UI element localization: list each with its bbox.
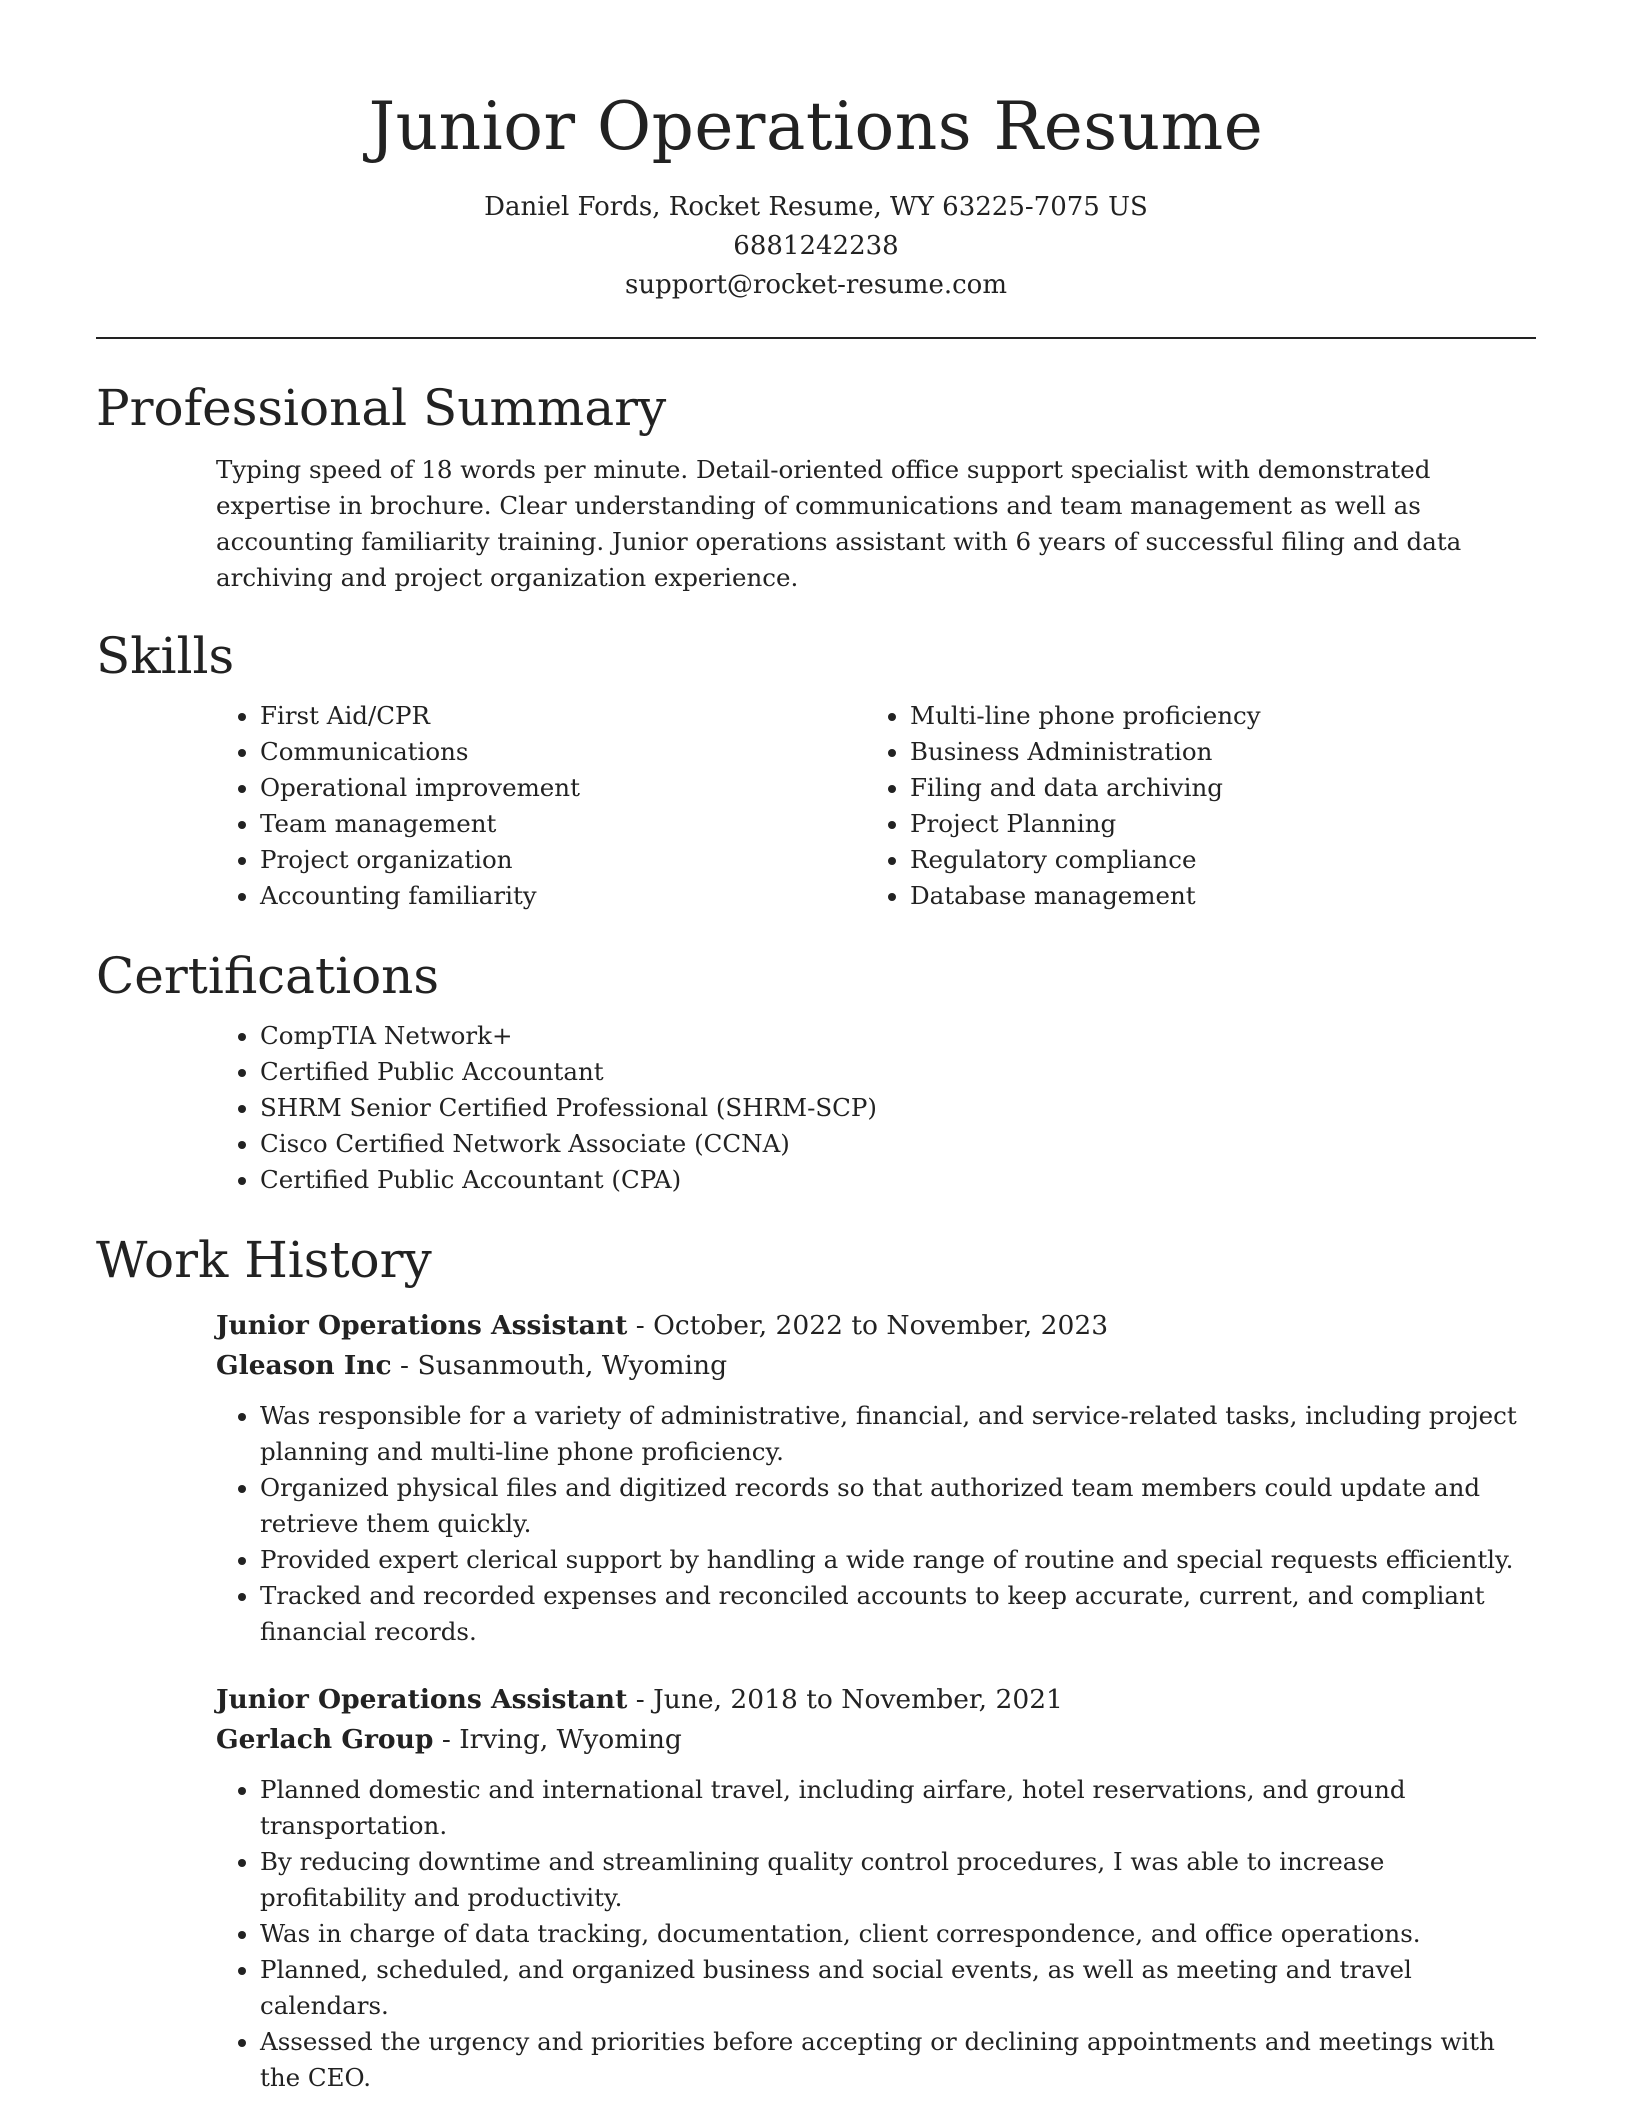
job-company: Gerlach Group — [216, 1724, 434, 1755]
contact-phone: 6881242238 — [733, 231, 899, 261]
skill-item: • Team management — [260, 806, 750, 842]
contact-info — [96, 188, 1536, 305]
summary-text: Typing speed of 18 words per minute. Detail-oriented office support specialist with demonstrated expertise in brochure. Clear understanding of communications and team management as well as accounting familiarity training. Junior operations assistant with 6 years of successful filing and data archiving and project organization experience. — [216, 455, 1462, 592]
job-dates: October, 2022 to November, 2023 — [653, 1310, 1109, 1341]
job-separator: - — [391, 1350, 418, 1381]
job-title: Junior Operations Assistant — [216, 1310, 628, 1341]
skill-item: • Filing and data archiving — [910, 770, 1530, 806]
job-title-line — [216, 1680, 1536, 1720]
job-bullet: • Provided expert clerical support by handling a wide range of routine and special requests efficiently. — [260, 1542, 1536, 1578]
certifications-heading: Certifications — [96, 947, 440, 1005]
job-location: Irving, Wyoming — [459, 1724, 682, 1755]
job-bullet: • By reducing downtime and streamlining quality control procedures, I was able to increase profitability and productivity. — [260, 1844, 1536, 1916]
job-bullet: • Planned, scheduled, and organized business and social events, as well as meeting and travel calendars. — [260, 1952, 1536, 2024]
job-location: Susanmouth, Wyoming — [417, 1350, 728, 1381]
skill-item: • Multi-line phone proficiency — [910, 698, 1530, 734]
resume-page — [96, 0, 1536, 2092]
job-company-line — [216, 1346, 1536, 1386]
skill-item: • Operational improvement — [260, 770, 750, 806]
job-bullet: • Organized physical files and digitized records so that authorized team members could update and retrieve them quickly. — [260, 1470, 1536, 1542]
certification-item: • Certified Public Accountant — [260, 1054, 1536, 1090]
skill-item: • Business Administration — [910, 734, 1530, 770]
summary-heading: Professional Summary — [96, 379, 667, 437]
skill-item: • Regulatory compliance — [910, 842, 1530, 878]
contact-address: Daniel Fords, Rocket Resume, WY 63225-7075 US — [484, 192, 1148, 222]
skills-list-left — [96, 698, 750, 914]
skill-item: • Accounting familiarity — [260, 878, 750, 914]
job-bullets — [216, 1772, 1536, 2096]
job-dates: June, 2018 to November, 2021 — [653, 1684, 1063, 1715]
job-bullets — [216, 1398, 1536, 1650]
job-separator: - — [627, 1684, 654, 1715]
certifications-list — [96, 1018, 1536, 1198]
job-entry — [216, 1680, 1536, 2096]
skill-item: • First Aid/CPR — [260, 698, 750, 734]
skills-heading: Skills — [96, 627, 235, 685]
job-separator: - — [627, 1310, 654, 1341]
job-title-line — [216, 1306, 1536, 1346]
job-bullet: • Was in charge of data tracking, documentation, client correspondence, and office operations. — [260, 1916, 1536, 1952]
skill-item: • Database management — [910, 878, 1530, 914]
job-separator: - — [433, 1724, 460, 1755]
job-entry — [216, 1306, 1536, 1650]
resume-header — [96, 0, 1536, 339]
skills-section — [96, 626, 1536, 914]
job-bullet: • Tracked and recorded expenses and reconciled accounts to keep accurate, current, and compliant financial records. — [260, 1578, 1536, 1650]
certifications-section — [96, 946, 1536, 1198]
work-history-section — [96, 1230, 1536, 2096]
skill-item: • Communications — [260, 734, 750, 770]
job-bullet: • Planned domestic and international travel, including airfare, hotel reservations, and ground transportation. — [260, 1772, 1536, 1844]
job-bullet: • Was responsible for a variety of administrative, financial, and service-related tasks, including project planning and multi-line phone proficiency. — [260, 1398, 1536, 1470]
certification-item: • CompTIA Network+ — [260, 1018, 1536, 1054]
skill-item: • Project Planning — [910, 806, 1530, 842]
job-company: Gleason Inc — [216, 1350, 392, 1381]
header-divider — [96, 337, 1536, 339]
job-bullet: • Assessed the urgency and priorities before accepting or declining appointments and meetings with the CEO. — [260, 2024, 1536, 2096]
certification-item: • Certified Public Accountant (CPA) — [260, 1162, 1536, 1198]
certification-item: • SHRM Senior Certified Professional (SHRM-SCP) — [260, 1090, 1536, 1126]
page-title: Junior Operations Resume — [368, 88, 1264, 165]
job-company-line — [216, 1720, 1536, 1760]
work-history-heading: Work History — [96, 1231, 432, 1289]
summary-section — [96, 378, 1536, 596]
job-title: Junior Operations Assistant — [216, 1684, 628, 1715]
certification-item: • Cisco Certified Network Associate (CCNA) — [260, 1126, 1536, 1162]
skills-list-right — [750, 698, 1530, 914]
contact-email: support@rocket-resume.com — [624, 270, 1007, 300]
skills-columns — [96, 686, 1536, 914]
skill-item: • Project organization — [260, 842, 750, 878]
